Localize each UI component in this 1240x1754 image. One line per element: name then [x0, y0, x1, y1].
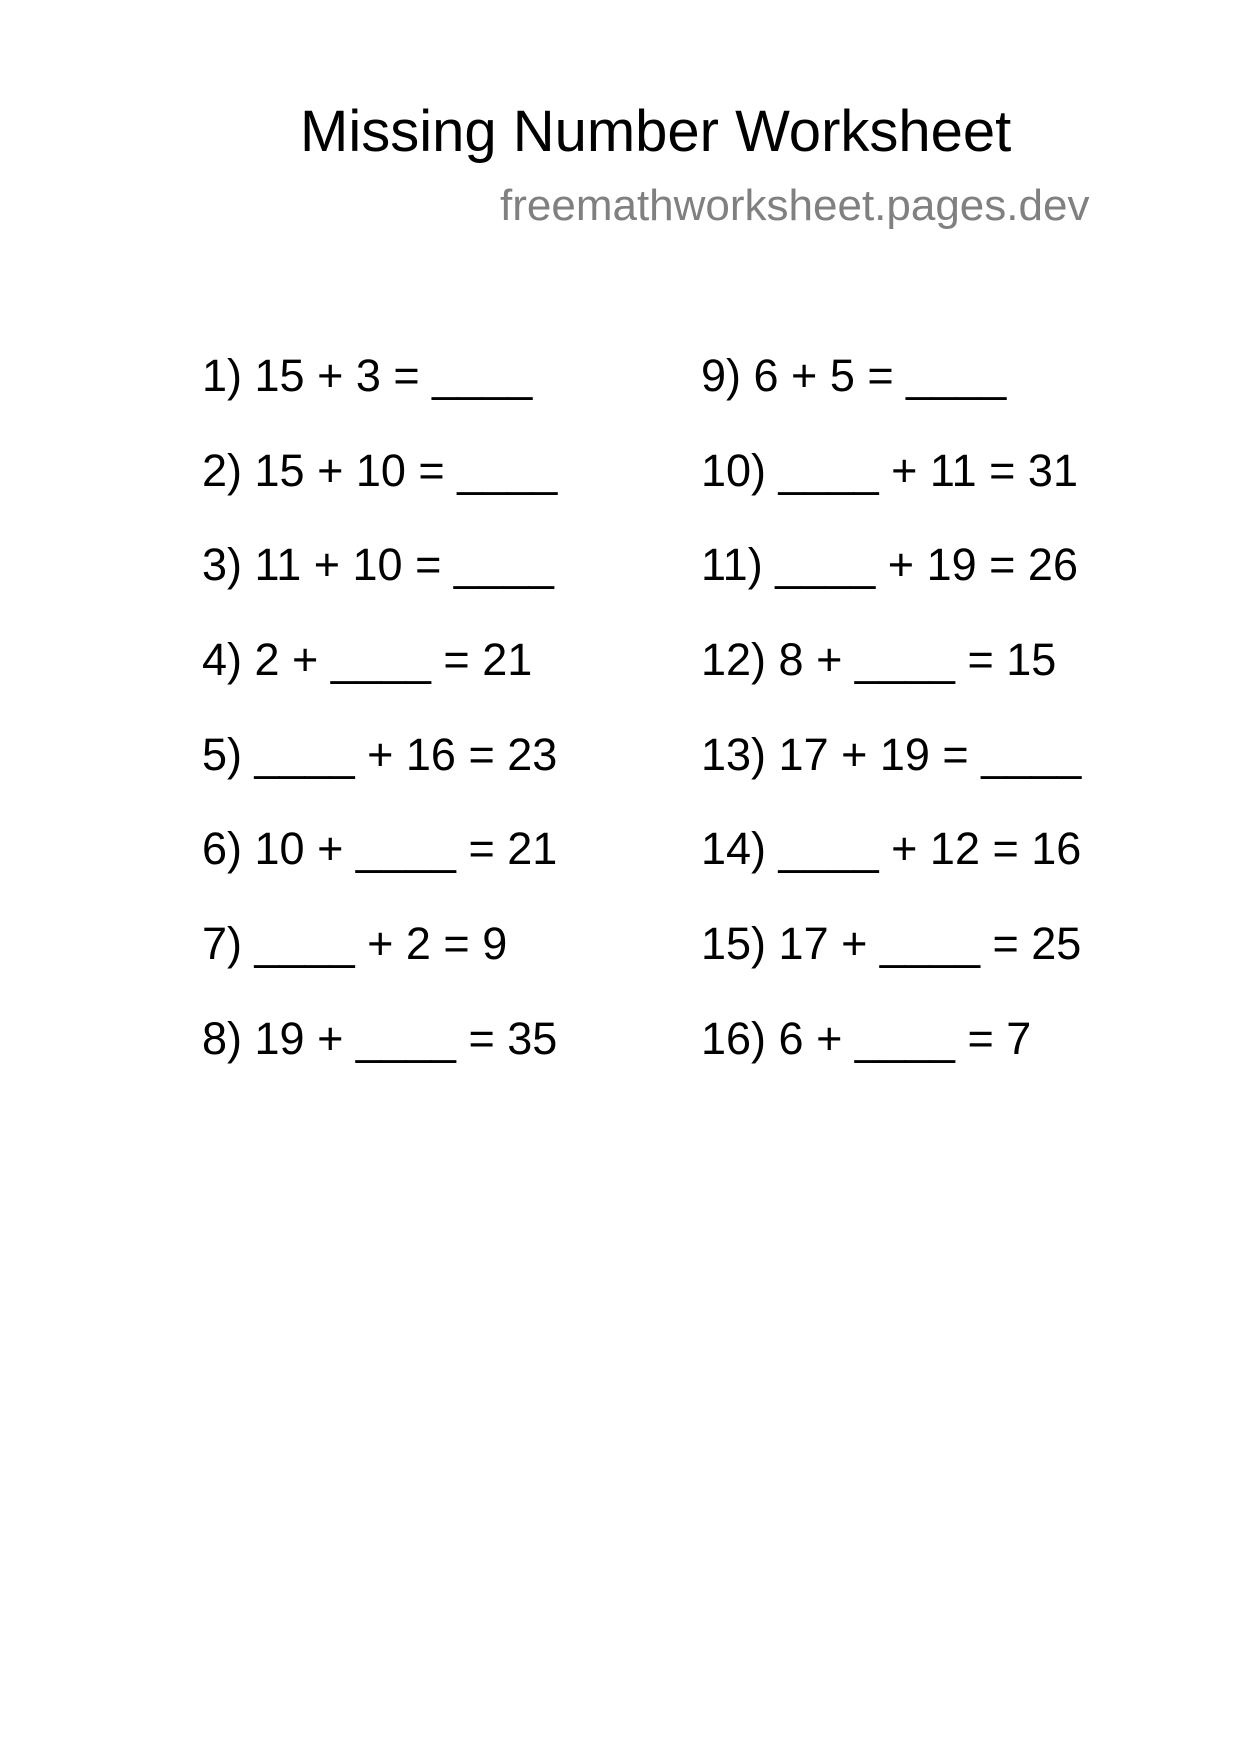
problem-column-left: [202, 350, 557, 1108]
problem-7: 7) ____ + 2 = 9: [202, 918, 508, 970]
problem-15: 15) 17 + ____ = 25: [701, 918, 1082, 970]
problem-5: 5) ____ + 16 = 23: [202, 728, 558, 780]
problem-14: 14) ____ + 12 = 16: [701, 823, 1082, 875]
problem-4: 4) 2 + ____ = 21: [202, 634, 533, 686]
problem-16: 16) 6 + ____ = 7: [701, 1012, 1032, 1064]
problem-1: 1) 15 + 3 = ____: [202, 350, 533, 401]
problem-13: 13) 17 + 19 = ____: [701, 728, 1082, 780]
worksheet-source-url: freemathworksheet.pages.dev: [500, 181, 1090, 230]
problem-9: 9) 6 + 5 = ____: [701, 350, 1007, 401]
problem-3: 3) 11 + 10 = ____: [202, 539, 554, 591]
problem-11: 11) ____ + 19 = 26: [701, 539, 1078, 591]
problem-6: 6) 10 + ____ = 21: [202, 823, 558, 875]
problem-12: 12) 8 + ____ = 15: [701, 634, 1057, 686]
problem-10: 10) ____ + 11 = 31: [701, 444, 1078, 496]
problem-8: 8) 19 + ____ = 35: [202, 1012, 558, 1064]
worksheet-title: Missing Number Worksheet: [300, 99, 1012, 164]
problem-2: 2) 15 + 10 = ____: [202, 444, 558, 496]
problem-column-right: [701, 350, 1081, 1108]
